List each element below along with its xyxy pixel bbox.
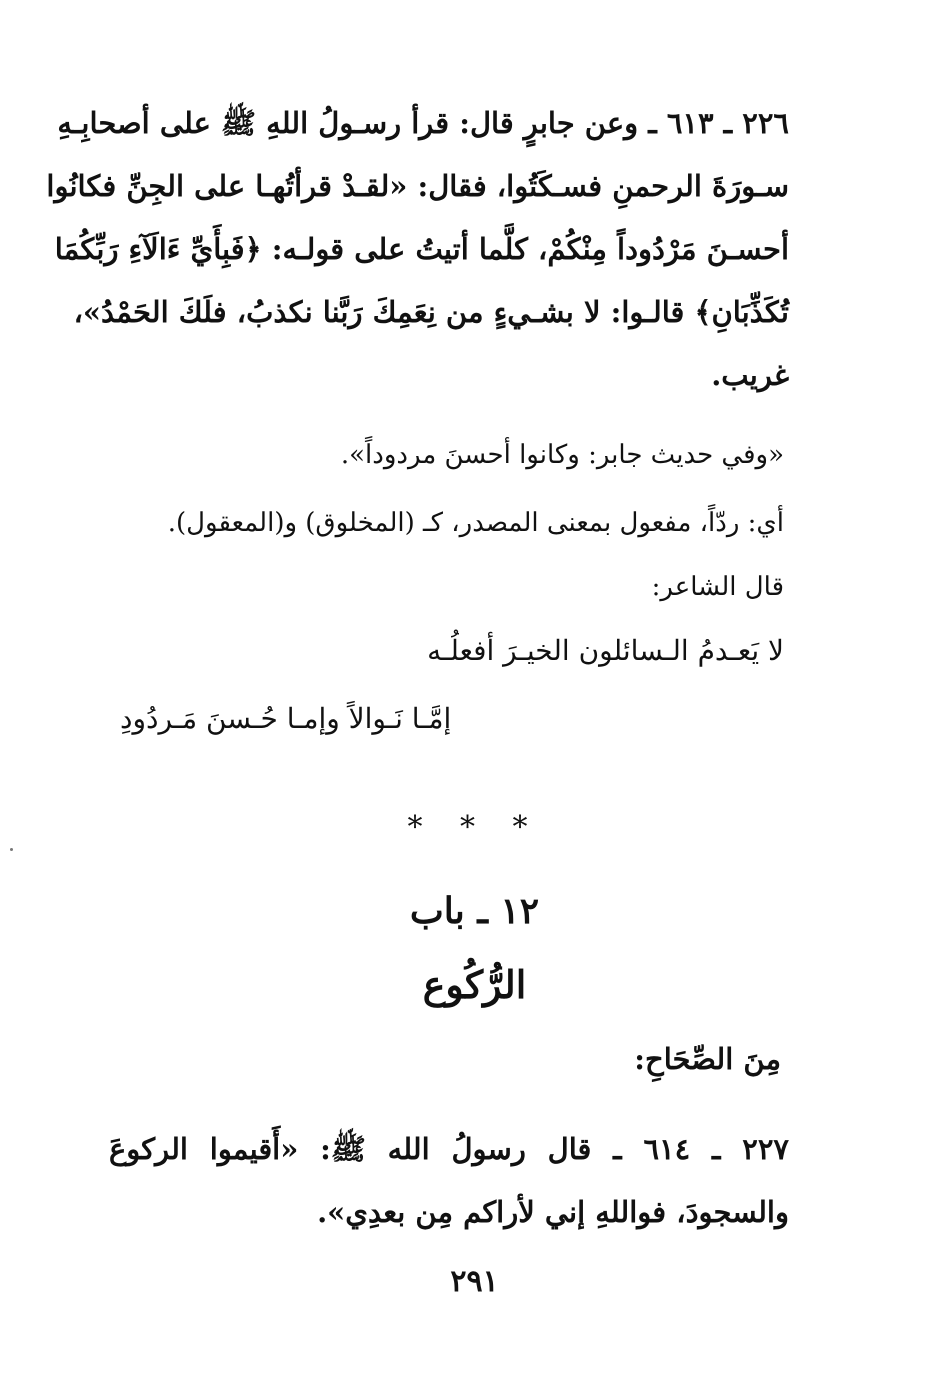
chapter-number: ١٢ ـ باب xyxy=(409,890,540,932)
hadith-226-line-4: تُكَذِّبَانِ﴾ قالـوا: لا بشـيءٍ من نِعَمِكَ رَبَّنا نكذبُ، فلَكَ الحَمْدُ»، xyxy=(73,295,789,329)
commentary-line-2: أي: ردّاً، مفعول بمعنى المصدر، كـ (المخلوق) و(المعقول). xyxy=(167,508,784,538)
hadith-227: ٢٢٧ ـ ٦١٤ ـ قال رسولُ الله ﷺ: «أَقيموا الركوعَ والسجودَ، فواللهِ إني لأراكم مِن بعدِي». xyxy=(109,1132,789,1229)
chapter-title: الرُّكُوع xyxy=(422,962,527,1007)
hadith-226-line-3: أحسـنَ مَرْدُوداً مِنْكُمْ، كلَّما أتيتُ على قولـه: ﴿فَبِأَيِّ ءَالَآءِ رَبِّكُمَا xyxy=(54,232,789,266)
poetry-verse-1: لا يَعـدمُ الـسائلون الخيـرَ أفعلُـه xyxy=(427,634,784,667)
hadith-226-line-2: سـورَةَ الرحمنِ فسـكَتُوا، فقال: «لقـدْ قرأتُهـا على الجِنِّ فكانُوا xyxy=(46,169,789,203)
section-heading: مِنَ الصِّحَاحِ: xyxy=(634,1042,781,1076)
section-separator: * * * xyxy=(407,810,542,845)
margin-speck xyxy=(10,848,13,851)
page-number: ٢٩١ xyxy=(450,1264,499,1299)
hadith-226 xyxy=(46,92,789,407)
poetry-verse-2: إمَّـا نَـوالاً وإمـا حُـسنَ مَـردُودِ xyxy=(120,702,452,735)
commentary-line-3: قال الشاعر: xyxy=(651,572,784,602)
hadith-226-line-5: غريب. xyxy=(711,358,789,392)
hadith-226-line-1: ٢٢٦ ـ ٦١٣ ـ وعن جابرٍ قال: قرأ رسـولُ اللهِ ﷺ على أصحابِـهِ xyxy=(57,106,789,140)
commentary-line-1: «وفي حديث جابر: وكانوا أحسنَ مردوداً». xyxy=(340,440,784,470)
